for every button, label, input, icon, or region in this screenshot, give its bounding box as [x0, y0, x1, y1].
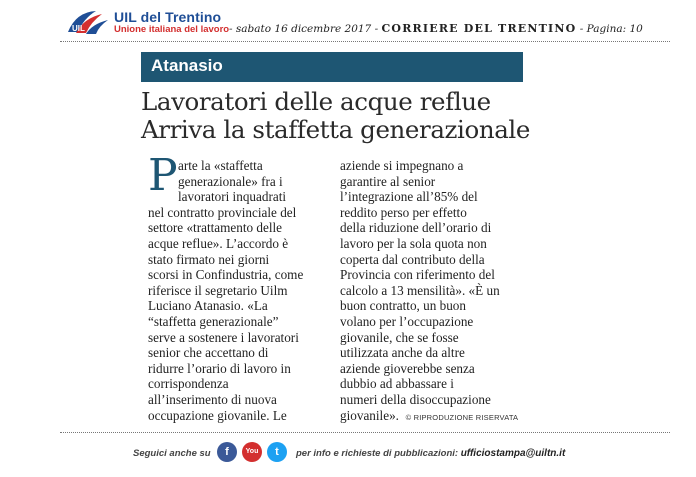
- article-line: l’integrazione all’85% del: [340, 189, 478, 205]
- article-line: “staffetta generazionale”: [148, 313, 279, 329]
- article-line: Luciano Atanasio. «La: [148, 298, 268, 314]
- twitter-icon[interactable]: [267, 442, 287, 462]
- article-column-2: [340, 158, 518, 425]
- article-last-line: [340, 408, 518, 426]
- contact-email[interactable]: ufficiostampa@uiltn.it: [460, 448, 566, 459]
- header-divider: [60, 41, 670, 42]
- headline-line: Lavoratori delle acque reflue: [141, 87, 491, 116]
- twitter-glyph: t: [275, 446, 279, 458]
- article-line: volano per l’occupazione: [340, 313, 474, 329]
- org-name: UIL del Trentino: [114, 9, 222, 25]
- article-line: scorsi in Confindustria, come: [148, 267, 304, 283]
- article-line: numeri della disoccupazione: [340, 391, 491, 407]
- article-line: dubbio ad abbassare i: [340, 376, 454, 392]
- article-line: garantire al senior: [340, 173, 436, 189]
- article-line: aziende gioverebbe senza: [340, 360, 475, 376]
- article-line: buon contratto, un buon: [340, 298, 466, 314]
- article-line: ridurre l’orario di lavoro in: [148, 360, 291, 376]
- article-line: Provincia con riferimento del: [340, 267, 495, 283]
- article-line: occupazione giovanile. Le: [148, 407, 287, 423]
- article-line: generazionale» fra i: [178, 173, 283, 189]
- follow-label: Seguici anche su: [133, 448, 211, 459]
- publication-line: [229, 22, 643, 35]
- headline-line: Arriva la staffetta generazionale: [141, 115, 530, 144]
- youtube-glyph: You: [245, 448, 259, 455]
- drop-cap: P: [148, 150, 178, 201]
- article-line: reddito perso per effetto: [340, 204, 467, 220]
- article-line: serve a sostenere i lavoratori: [148, 329, 299, 345]
- section-label: Atanasio: [151, 56, 223, 75]
- article-line: riferisce il segretario Uilm: [148, 282, 288, 298]
- article-line: corrispondenza: [148, 376, 229, 392]
- section-band: [141, 52, 523, 82]
- article-line: nel contratto provinciale del: [148, 204, 297, 220]
- article-last-text: giovanile».: [340, 407, 399, 423]
- article-line: coperta dal contributo della: [340, 251, 485, 267]
- article-line: stato firmato nei giorni: [148, 251, 270, 267]
- facebook-icon[interactable]: [217, 442, 237, 462]
- page-number: - Pagina: 10: [579, 23, 643, 35]
- article-line: giovanile, che se fosse: [340, 329, 459, 345]
- article-line: utilizzata anche da altre: [340, 345, 465, 361]
- article-line: settore «trattamento delle: [148, 220, 283, 236]
- uil-logo-icon: [66, 8, 112, 36]
- newspaper-name: CORRIERE DEL TRENTINO: [381, 22, 577, 35]
- article-column-1: [148, 158, 303, 423]
- article-line: lavoratori inquadrati: [178, 189, 287, 205]
- page-header: [0, 0, 696, 42]
- youtube-icon[interactable]: [242, 442, 262, 462]
- copyright-notice: © RIPRODUZIONE RISERVATA: [405, 412, 519, 422]
- headline: [141, 88, 661, 144]
- article-line: arte la «staffetta: [178, 158, 263, 173]
- article-line: lavoro per la sola quota non: [340, 235, 487, 251]
- article-line: della riduzione dell’orario di: [340, 220, 492, 236]
- logo-text: UIL: [72, 24, 85, 33]
- facebook-glyph: f: [225, 446, 229, 458]
- publication-date: - sabato 16 dicembre 2017 -: [229, 23, 379, 35]
- article-line: senior che accettano di: [148, 345, 269, 361]
- info-label: per info e richieste di pubblicazioni:: [296, 448, 459, 459]
- org-subtitle: Unione italiana del lavoro: [114, 24, 230, 35]
- footer-info: [296, 448, 565, 459]
- footer-divider: [60, 432, 670, 433]
- article-line: calcolo a 13 mensilità». «È un: [340, 282, 500, 298]
- article-line: aziende si impegnano a: [340, 158, 464, 173]
- article-line: acque reflue». L’accordo è: [148, 235, 289, 251]
- article-line: all’inserimento di nuova: [148, 391, 277, 407]
